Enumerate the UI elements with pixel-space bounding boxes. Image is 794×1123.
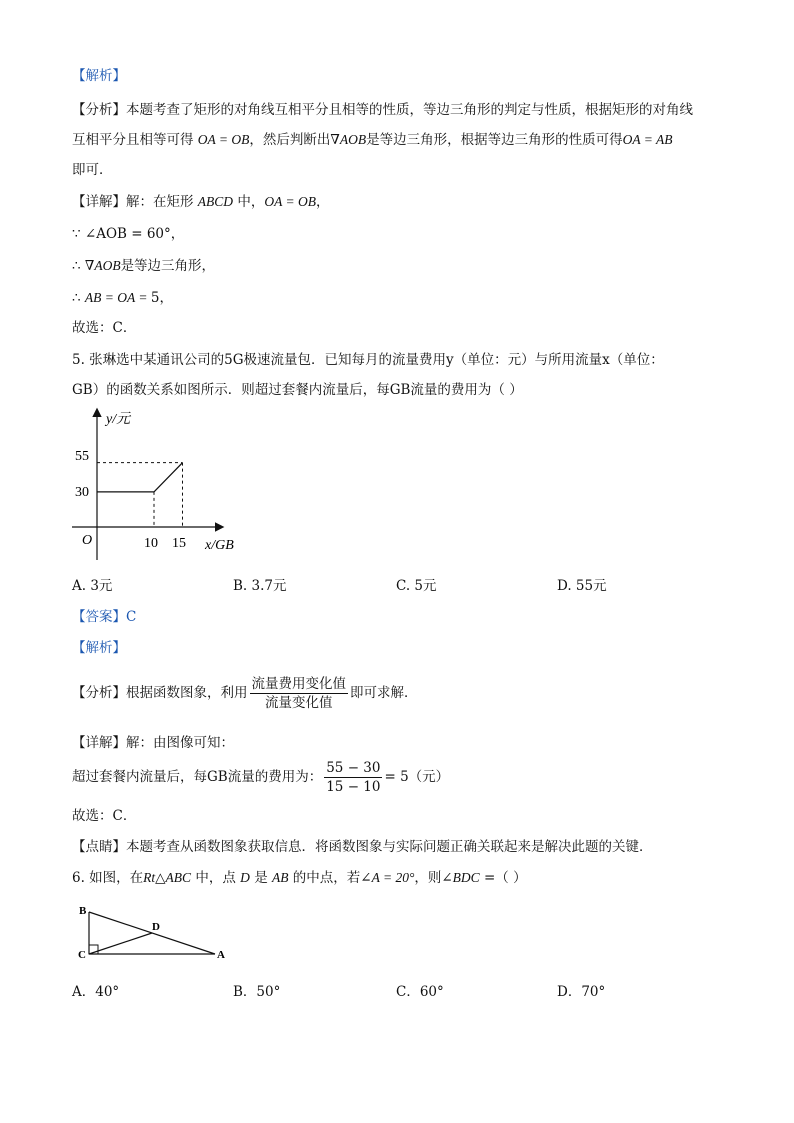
answer-label: 【答案】C [72,609,137,625]
y-tick-30: 30 [75,485,89,500]
x-tick-15: 15 [172,536,186,551]
analysis-line-2: 互相平分且相等可得 OA = OB，然后判断出∇AOB是等边三角形，根据等边三角形的性质可得OA = AB [72,132,673,148]
choose-answer-5: 故选：C． [72,808,137,824]
y-tick-55: 55 [75,449,89,464]
q6-option-b[interactable]: B．50° [233,984,281,1000]
question-6: 6. 如图，在Rt△ABC 中，点 D 是 AB 的中点，若∠A = 20°，则∠BDC =（ ） [72,870,527,886]
fraction: $\frac{55 - 30}{15 - 10}$ [326,760,381,795]
step-2: ∴ ∇AOB是等边三角形， [72,258,216,274]
x-tick-10: 10 [144,536,158,551]
y-axis-label: y/元 [106,412,131,427]
analysis-heading-5: 【解析】 [72,640,126,656]
origin-label: O [82,533,93,548]
q5-option-a[interactable]: A. 3元 [72,578,113,594]
q5-option-d[interactable]: D. 55元 [557,578,607,594]
calc-line: 超过套餐内流量后，每GB流量的费用为： $\frac{55 - 30}{15 - 10}$ = 5（元） [72,760,450,795]
analysis-line-1: 【分析】本题考查了矩形的对角线互相平分且相等的性质，等边三角形的判定与性质，根据矩形的对角线 [72,102,693,118]
x-axis-label: x/GB [205,538,234,553]
vertex-b: B [79,905,87,917]
equation: OA = OB [197,132,250,147]
q5-option-b[interactable]: B. 3.7元 [233,578,287,594]
q5-option-c[interactable]: C. 5元 [396,578,437,594]
vertex-d: D [152,921,160,933]
vertex-a: A [217,949,225,961]
step-1: ∵ ∠AOB = 60°， [72,226,185,242]
analysis-5-line: 【分析】根据函数图象，利用 $\frac{\text{流量费用变化值}}{\text{流量变化值}}$ 即可求解． [72,676,418,711]
equation: OA = AB [622,132,673,147]
detail-5-line: 【详解】解：由图像可知： [72,735,234,751]
vertex-c: C [78,949,86,961]
function-line [97,463,183,492]
analysis-heading: 【解析】 [72,68,126,84]
question-5-line-2: GB）的函数关系如图所示．则超过套餐内流量后，每GB流量的费用为（ ） [72,382,523,398]
comment-line: 【点睛】本题考查从函数图象获取信息．将函数图象与实际问题正确关联起来是解决此题的关键． [72,839,653,855]
triangle-notation: ∇AOB [330,132,367,147]
q6-option-a[interactable]: A．40° [72,984,120,1000]
q6-option-c[interactable]: C．60° [396,984,444,1000]
analysis-line-3: 即可． [72,162,113,178]
choose-answer: 故选：C． [72,320,137,336]
fraction: $\frac{\text{流量费用变化值}}{\text{流量变化值}}$ [251,676,346,711]
detail-line: 【详解】解：在矩形 ABCD 中，OA = OB， [72,194,330,210]
function-graph [60,405,260,565]
question-5-line-1: 5. 张琳选中某通讯公司的5G极速流量包．已知每月的流量费用y（单位：元）与所用流量x（单位： [72,352,664,368]
q6-option-d[interactable]: D．70° [557,984,606,1000]
triangle-figure [75,900,245,970]
step-3: ∴ AB = OA = 5， [72,290,173,306]
